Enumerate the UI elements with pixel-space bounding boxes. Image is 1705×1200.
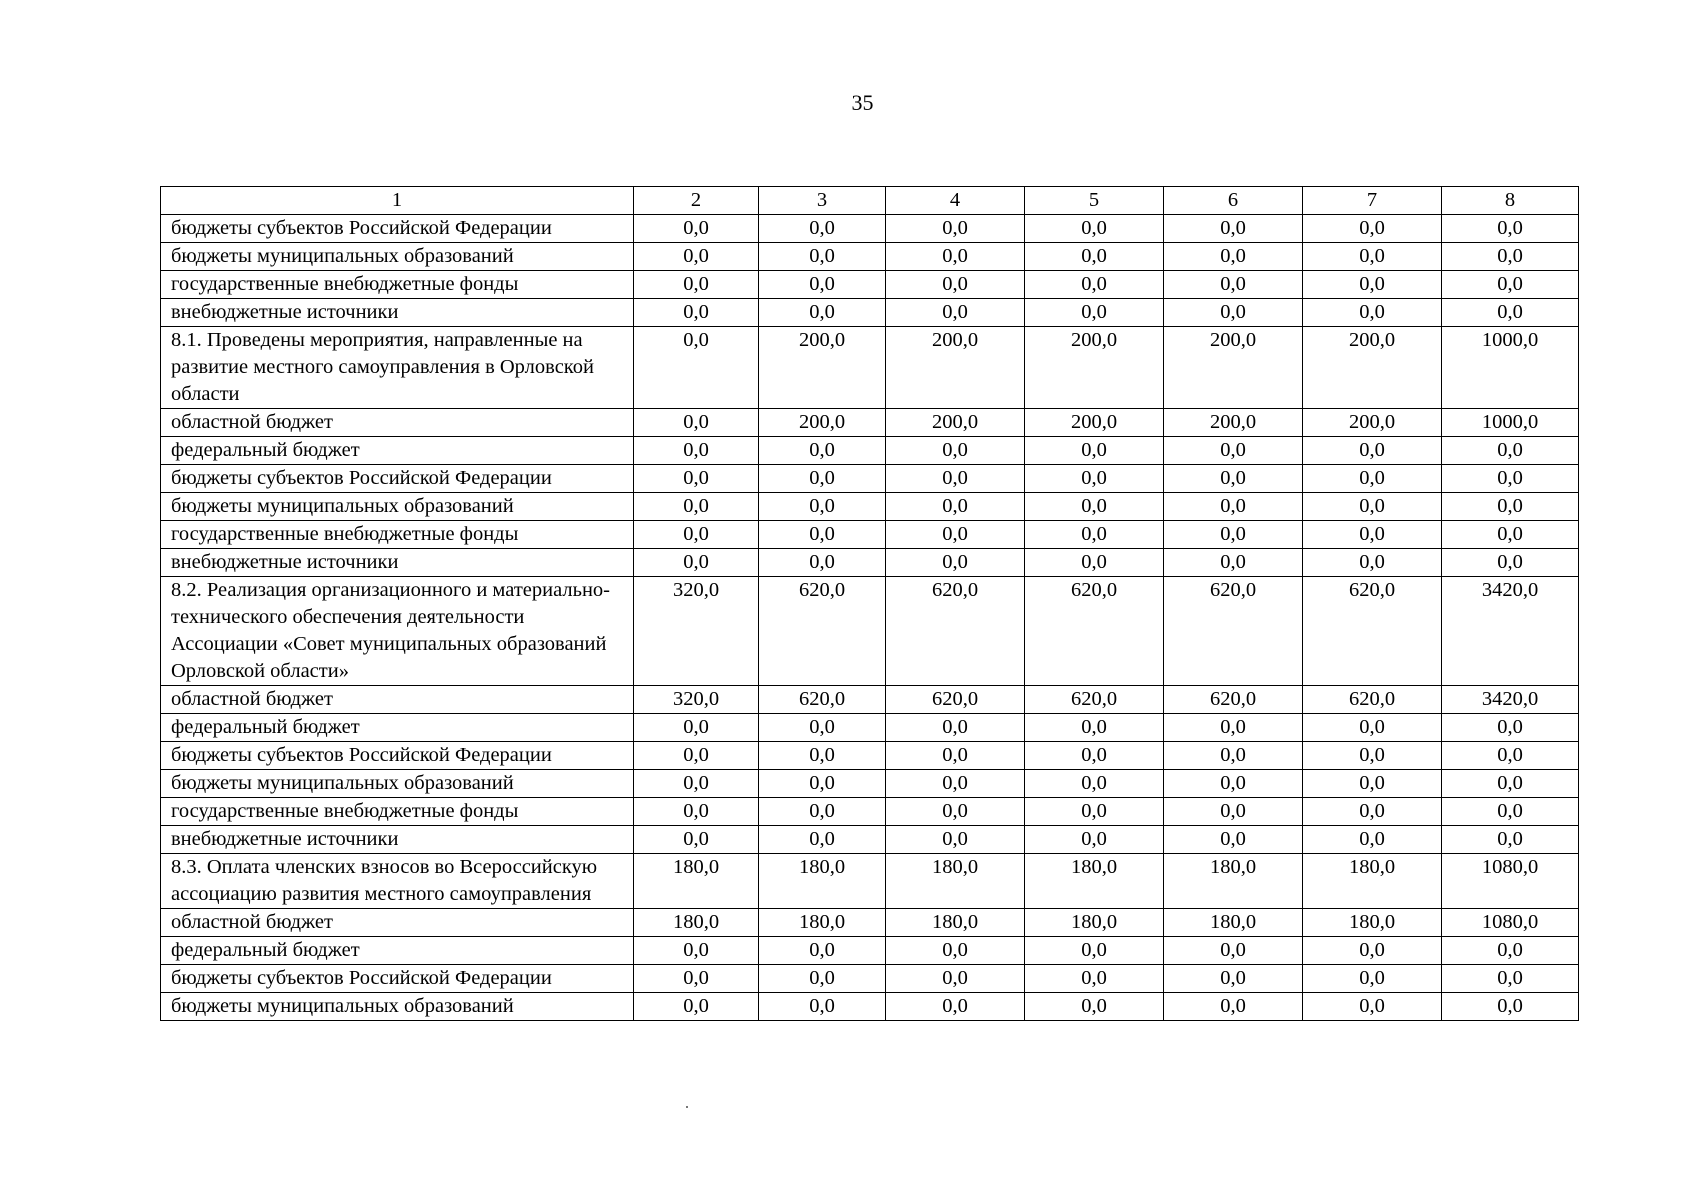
value-cell: 0,0 bbox=[1442, 299, 1579, 327]
value-cell: 0,0 bbox=[634, 521, 759, 549]
value-cell: 0,0 bbox=[759, 770, 886, 798]
value-cell: 0,0 bbox=[1303, 714, 1442, 742]
value-cell: 0,0 bbox=[1025, 271, 1164, 299]
value-cell: 0,0 bbox=[1442, 521, 1579, 549]
value-cell: 0,0 bbox=[634, 493, 759, 521]
value-cell: 0,0 bbox=[634, 215, 759, 243]
value-cell: 0,0 bbox=[1025, 826, 1164, 854]
value-cell: 0,0 bbox=[886, 521, 1025, 549]
value-cell: 0,0 bbox=[1164, 993, 1303, 1021]
value-cell: 0,0 bbox=[1025, 770, 1164, 798]
row-label: бюджеты муниципальных образований bbox=[161, 993, 634, 1021]
value-cell: 0,0 bbox=[1303, 299, 1442, 327]
row-label: внебюджетные источники bbox=[161, 549, 634, 577]
value-cell: 0,0 bbox=[1442, 742, 1579, 770]
value-cell: 0,0 bbox=[1442, 493, 1579, 521]
value-cell: 0,0 bbox=[634, 549, 759, 577]
value-cell: 180,0 bbox=[634, 854, 759, 909]
value-cell: 0,0 bbox=[1164, 271, 1303, 299]
value-cell: 0,0 bbox=[1303, 521, 1442, 549]
column-header: 5 bbox=[1025, 187, 1164, 215]
value-cell: 200,0 bbox=[1164, 327, 1303, 409]
table-row bbox=[161, 965, 1579, 993]
value-cell: 0,0 bbox=[1442, 798, 1579, 826]
value-cell: 0,0 bbox=[1303, 215, 1442, 243]
value-cell: 0,0 bbox=[759, 549, 886, 577]
value-cell: 200,0 bbox=[1164, 409, 1303, 437]
table-body bbox=[161, 215, 1579, 1021]
value-cell: 0,0 bbox=[759, 243, 886, 271]
table-row bbox=[161, 521, 1579, 549]
row-label: государственные внебюджетные фонды bbox=[161, 271, 634, 299]
table-row bbox=[161, 437, 1579, 465]
table-row bbox=[161, 271, 1579, 299]
value-cell: 0,0 bbox=[759, 993, 886, 1021]
table-row bbox=[161, 826, 1579, 854]
value-cell: 0,0 bbox=[634, 271, 759, 299]
value-cell: 200,0 bbox=[886, 327, 1025, 409]
value-cell: 3420,0 bbox=[1442, 577, 1579, 686]
value-cell: 620,0 bbox=[759, 686, 886, 714]
value-cell: 0,0 bbox=[1303, 493, 1442, 521]
value-cell: 620,0 bbox=[1303, 686, 1442, 714]
value-cell: 0,0 bbox=[886, 826, 1025, 854]
value-cell: 0,0 bbox=[886, 937, 1025, 965]
value-cell: 0,0 bbox=[1164, 243, 1303, 271]
value-cell: 180,0 bbox=[759, 854, 886, 909]
value-cell: 620,0 bbox=[1164, 577, 1303, 686]
value-cell: 0,0 bbox=[1442, 714, 1579, 742]
value-cell: 0,0 bbox=[1164, 742, 1303, 770]
value-cell: 180,0 bbox=[1164, 854, 1303, 909]
value-cell: 180,0 bbox=[634, 909, 759, 937]
value-cell: 0,0 bbox=[1025, 493, 1164, 521]
column-header: 7 bbox=[1303, 187, 1442, 215]
value-cell: 180,0 bbox=[1164, 909, 1303, 937]
value-cell: 1000,0 bbox=[1442, 327, 1579, 409]
table-row bbox=[161, 577, 1579, 686]
value-cell: 620,0 bbox=[1303, 577, 1442, 686]
value-cell: 0,0 bbox=[1164, 521, 1303, 549]
table-row bbox=[161, 465, 1579, 493]
value-cell: 200,0 bbox=[759, 327, 886, 409]
value-cell: 0,0 bbox=[886, 993, 1025, 1021]
value-cell: 0,0 bbox=[634, 437, 759, 465]
value-cell: 0,0 bbox=[1164, 465, 1303, 493]
value-cell: 0,0 bbox=[1164, 965, 1303, 993]
value-cell: 0,0 bbox=[886, 215, 1025, 243]
page-number: 35 bbox=[851, 90, 874, 115]
table-row bbox=[161, 854, 1579, 909]
value-cell: 0,0 bbox=[634, 993, 759, 1021]
row-label: бюджеты субъектов Российской Федерации bbox=[161, 742, 634, 770]
value-cell: 620,0 bbox=[1164, 686, 1303, 714]
value-cell: 0,0 bbox=[886, 798, 1025, 826]
row-label: областной бюджет bbox=[161, 909, 634, 937]
value-cell: 0,0 bbox=[1442, 243, 1579, 271]
value-cell: 620,0 bbox=[886, 577, 1025, 686]
value-cell: 180,0 bbox=[759, 909, 886, 937]
value-cell: 0,0 bbox=[1025, 714, 1164, 742]
value-cell: 0,0 bbox=[1164, 798, 1303, 826]
value-cell: 0,0 bbox=[1303, 549, 1442, 577]
value-cell: 180,0 bbox=[1025, 909, 1164, 937]
row-label: бюджеты субъектов Российской Федерации bbox=[161, 965, 634, 993]
value-cell: 0,0 bbox=[1025, 437, 1164, 465]
value-cell: 0,0 bbox=[634, 243, 759, 271]
value-cell: 0,0 bbox=[886, 493, 1025, 521]
value-cell: 0,0 bbox=[1303, 271, 1442, 299]
value-cell: 620,0 bbox=[1025, 686, 1164, 714]
value-cell: 0,0 bbox=[1303, 965, 1442, 993]
row-label: федеральный бюджет bbox=[161, 714, 634, 742]
value-cell: 0,0 bbox=[886, 770, 1025, 798]
value-cell: 0,0 bbox=[1025, 798, 1164, 826]
row-label: бюджеты муниципальных образований bbox=[161, 770, 634, 798]
table-row bbox=[161, 215, 1579, 243]
row-label: внебюджетные источники bbox=[161, 826, 634, 854]
value-cell: 0,0 bbox=[759, 437, 886, 465]
value-cell: 0,0 bbox=[1025, 243, 1164, 271]
table-row bbox=[161, 937, 1579, 965]
value-cell: 0,0 bbox=[1303, 993, 1442, 1021]
value-cell: 0,0 bbox=[1442, 826, 1579, 854]
column-header: 6 bbox=[1164, 187, 1303, 215]
column-header: 4 bbox=[886, 187, 1025, 215]
value-cell: 0,0 bbox=[1025, 549, 1164, 577]
value-cell: 0,0 bbox=[1303, 742, 1442, 770]
value-cell: 0,0 bbox=[759, 271, 886, 299]
value-cell: 1000,0 bbox=[1442, 409, 1579, 437]
table-row bbox=[161, 714, 1579, 742]
value-cell: 0,0 bbox=[1303, 937, 1442, 965]
value-cell: 200,0 bbox=[1025, 327, 1164, 409]
row-label: 8.2. Реализация организационного и материально-технического обеспечения деятельности Ассоциации «Совет муниципальных образований Орловской области» bbox=[161, 577, 634, 686]
table-row bbox=[161, 993, 1579, 1021]
value-cell: 0,0 bbox=[759, 215, 886, 243]
row-label: государственные внебюджетные фонды bbox=[161, 798, 634, 826]
value-cell: 0,0 bbox=[634, 965, 759, 993]
row-label: 8.3. Оплата членских взносов во Всероссийскую ассоциацию развития местного самоуправления bbox=[161, 854, 634, 909]
value-cell: 0,0 bbox=[1164, 826, 1303, 854]
table-row bbox=[161, 909, 1579, 937]
value-cell: 0,0 bbox=[886, 549, 1025, 577]
value-cell: 0,0 bbox=[1025, 299, 1164, 327]
table-row bbox=[161, 770, 1579, 798]
value-cell: 0,0 bbox=[759, 965, 886, 993]
table-row bbox=[161, 798, 1579, 826]
value-cell: 0,0 bbox=[1442, 437, 1579, 465]
value-cell: 0,0 bbox=[1164, 714, 1303, 742]
value-cell: 1080,0 bbox=[1442, 854, 1579, 909]
value-cell: 0,0 bbox=[759, 826, 886, 854]
value-cell: 0,0 bbox=[1442, 770, 1579, 798]
value-cell: 0,0 bbox=[759, 299, 886, 327]
row-label: бюджеты субъектов Российской Федерации bbox=[161, 215, 634, 243]
value-cell: 0,0 bbox=[1303, 243, 1442, 271]
value-cell: 0,0 bbox=[1164, 493, 1303, 521]
value-cell: 0,0 bbox=[759, 521, 886, 549]
value-cell: 0,0 bbox=[886, 465, 1025, 493]
value-cell: 0,0 bbox=[886, 742, 1025, 770]
value-cell: 0,0 bbox=[886, 714, 1025, 742]
scan-speck bbox=[686, 1106, 688, 1108]
header-row bbox=[161, 187, 1579, 215]
value-cell: 0,0 bbox=[634, 742, 759, 770]
value-cell: 0,0 bbox=[1164, 437, 1303, 465]
table-row bbox=[161, 686, 1579, 714]
value-cell: 0,0 bbox=[1303, 770, 1442, 798]
row-label: областной бюджет bbox=[161, 409, 634, 437]
value-cell: 0,0 bbox=[759, 798, 886, 826]
value-cell: 0,0 bbox=[634, 465, 759, 493]
value-cell: 0,0 bbox=[886, 243, 1025, 271]
value-cell: 0,0 bbox=[1442, 965, 1579, 993]
value-cell: 200,0 bbox=[759, 409, 886, 437]
value-cell: 0,0 bbox=[759, 742, 886, 770]
value-cell: 180,0 bbox=[1303, 854, 1442, 909]
value-cell: 0,0 bbox=[634, 327, 759, 409]
value-cell: 3420,0 bbox=[1442, 686, 1579, 714]
value-cell: 0,0 bbox=[1164, 299, 1303, 327]
value-cell: 0,0 bbox=[1025, 521, 1164, 549]
row-label: федеральный бюджет bbox=[161, 437, 634, 465]
value-cell: 0,0 bbox=[634, 798, 759, 826]
row-label: областной бюджет bbox=[161, 686, 634, 714]
table-row bbox=[161, 742, 1579, 770]
value-cell: 0,0 bbox=[1025, 742, 1164, 770]
value-cell: 0,0 bbox=[886, 965, 1025, 993]
value-cell: 0,0 bbox=[1025, 937, 1164, 965]
column-header: 3 bbox=[759, 187, 886, 215]
value-cell: 620,0 bbox=[759, 577, 886, 686]
value-cell: 0,0 bbox=[1442, 215, 1579, 243]
value-cell: 0,0 bbox=[886, 437, 1025, 465]
value-cell: 0,0 bbox=[1303, 465, 1442, 493]
value-cell: 180,0 bbox=[886, 854, 1025, 909]
column-header: 2 bbox=[634, 187, 759, 215]
value-cell: 620,0 bbox=[1025, 577, 1164, 686]
value-cell: 0,0 bbox=[1025, 965, 1164, 993]
value-cell: 200,0 bbox=[1025, 409, 1164, 437]
row-label: бюджеты муниципальных образований bbox=[161, 493, 634, 521]
value-cell: 0,0 bbox=[1164, 937, 1303, 965]
value-cell: 0,0 bbox=[1164, 549, 1303, 577]
value-cell: 1080,0 bbox=[1442, 909, 1579, 937]
value-cell: 0,0 bbox=[1164, 215, 1303, 243]
value-cell: 0,0 bbox=[886, 271, 1025, 299]
value-cell: 0,0 bbox=[634, 770, 759, 798]
value-cell: 180,0 bbox=[1025, 854, 1164, 909]
value-cell: 0,0 bbox=[1442, 937, 1579, 965]
value-cell: 0,0 bbox=[759, 465, 886, 493]
value-cell: 200,0 bbox=[886, 409, 1025, 437]
value-cell: 0,0 bbox=[1303, 798, 1442, 826]
value-cell: 180,0 bbox=[886, 909, 1025, 937]
row-label: федеральный бюджет bbox=[161, 937, 634, 965]
row-label: бюджеты субъектов Российской Федерации bbox=[161, 465, 634, 493]
budget-table bbox=[160, 186, 1579, 1021]
row-label: бюджеты муниципальных образований bbox=[161, 243, 634, 271]
value-cell: 0,0 bbox=[1442, 993, 1579, 1021]
value-cell: 0,0 bbox=[759, 937, 886, 965]
value-cell: 0,0 bbox=[886, 299, 1025, 327]
row-label: 8.1. Проведены мероприятия, направленные на развитие местного самоуправления в Орловской области bbox=[161, 327, 634, 409]
value-cell: 180,0 bbox=[1303, 909, 1442, 937]
value-cell: 200,0 bbox=[1303, 409, 1442, 437]
value-cell: 320,0 bbox=[634, 686, 759, 714]
value-cell: 0,0 bbox=[1025, 993, 1164, 1021]
value-cell: 0,0 bbox=[1442, 271, 1579, 299]
value-cell: 0,0 bbox=[1442, 549, 1579, 577]
value-cell: 0,0 bbox=[1303, 437, 1442, 465]
value-cell: 0,0 bbox=[634, 409, 759, 437]
value-cell: 0,0 bbox=[1442, 465, 1579, 493]
value-cell: 0,0 bbox=[759, 714, 886, 742]
value-cell: 200,0 bbox=[1303, 327, 1442, 409]
value-cell: 320,0 bbox=[634, 577, 759, 686]
value-cell: 0,0 bbox=[634, 714, 759, 742]
table-row bbox=[161, 549, 1579, 577]
column-header: 1 bbox=[161, 187, 634, 215]
table-row bbox=[161, 409, 1579, 437]
row-label: внебюджетные источники bbox=[161, 299, 634, 327]
value-cell: 0,0 bbox=[759, 493, 886, 521]
value-cell: 0,0 bbox=[1303, 826, 1442, 854]
value-cell: 0,0 bbox=[634, 299, 759, 327]
table-row bbox=[161, 493, 1579, 521]
value-cell: 0,0 bbox=[634, 826, 759, 854]
table-row bbox=[161, 243, 1579, 271]
column-header: 8 bbox=[1442, 187, 1579, 215]
value-cell: 0,0 bbox=[1025, 215, 1164, 243]
table-row bbox=[161, 327, 1579, 409]
value-cell: 0,0 bbox=[634, 937, 759, 965]
row-label: государственные внебюджетные фонды bbox=[161, 521, 634, 549]
value-cell: 0,0 bbox=[1025, 465, 1164, 493]
value-cell: 0,0 bbox=[1164, 770, 1303, 798]
value-cell: 620,0 bbox=[886, 686, 1025, 714]
table-row bbox=[161, 299, 1579, 327]
